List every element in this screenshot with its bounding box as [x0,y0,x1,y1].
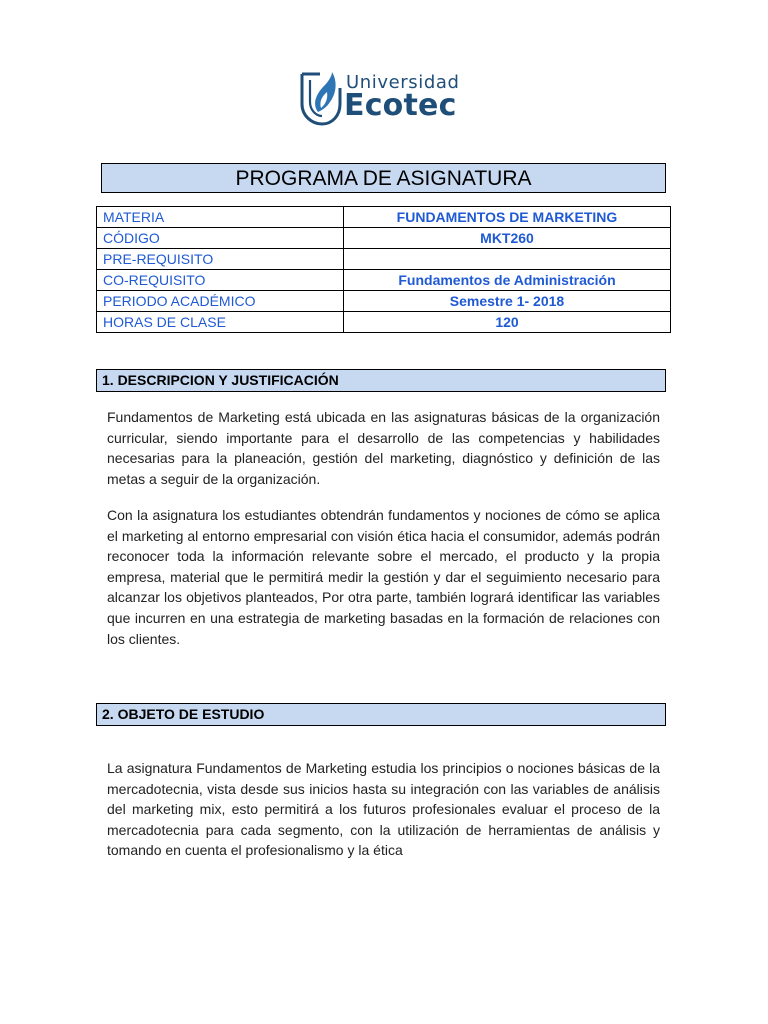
row-label-materia: MATERIA [97,207,344,228]
section-heading-objeto: 2. OBJETO DE ESTUDIO [96,703,666,726]
row-value-codigo: MKT260 [344,228,671,249]
section-1-paragraph-1: Fundamentos de Marketing está ubicada en las asignaturas básicas de la organización curricular, siendo importante para el desarrollo de las competencias y habilidades necesarias para la planeación, gestión del marketing, diagnóstico y definición de las metas a seguir de la organización. [107,409,660,487]
row-label-horas: HORAS DE CLASE [97,312,344,333]
row-value-materia: FUNDAMENTOS DE MARKETING [344,207,671,228]
ecotec-shield-icon [298,68,342,128]
course-info-table [96,206,671,333]
row-value-co-requisito: Fundamentos de Administración [344,270,671,291]
table-row [97,207,671,228]
document-title: PROGRAMA DE ASIGNATURA [101,163,666,193]
table-row [97,228,671,249]
row-value-horas: 120 [344,312,671,333]
table-row [97,270,671,291]
table-row [97,312,671,333]
logo-line-universidad: Universidad [346,72,460,93]
table-row [97,291,671,312]
section-2-paragraph-1: La asignatura Fundamentos de Marketing estudia los principios o nociones básicas de la mercadotecnia, vista desde sus inicios hasta su integración con las variables de análisis del marketing mix, esto permitirá a los futuros profesionales evaluar el proceso de la mercadotecnia para cada segmento, con la utilización de herramientas de análisis y tomando en cuenta el profesionalismo y la ética [107,760,660,859]
table-row [97,249,671,270]
row-label-pre-requisito: PRE-REQUISITO [97,249,344,270]
row-label-codigo: CÓDIGO [97,228,344,249]
row-label-periodo: PERIODO ACADÉMICO [97,291,344,312]
row-value-periodo: Semestre 1- 2018 [344,291,671,312]
row-label-co-requisito: CO-REQUISITO [97,270,344,291]
university-logo [298,68,478,128]
row-value-pre-requisito [344,249,671,270]
section-heading-descripcion: 1. DESCRIPCION Y JUSTIFICACIÓN [96,369,666,392]
logo-line-ecotec: Ecotec [344,88,457,123]
section-1-paragraph-2: Con la asignatura los estudiantes obtendrán fundamentos y nociones de cómo se aplica el marketing al entorno empresarial con visión ética hacia el consumidor, además podrán reconocer toda la información relevante sobre el mercado, el producto y la propia empresa, material que le permitirá medir la gestión y dar el seguimiento necesario para alcanzar los objetivos planteados, Por otra parte, también logrará identificar las variables que incurren en una estrategia de marketing basadas en la formación de relaciones con los clientes. [107,507,660,647]
